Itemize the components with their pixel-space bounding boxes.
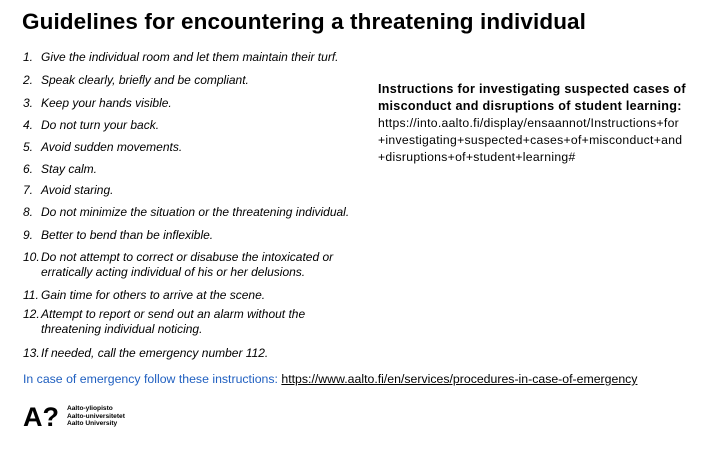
guideline-item-8: 8. Do not minimize the situation or the threatening individual. bbox=[23, 205, 350, 219]
guideline-item-11: 11. Gain time for others to arrive at the scene. bbox=[23, 288, 266, 302]
logo-text bbox=[67, 405, 125, 428]
emergency-notice bbox=[23, 372, 637, 386]
emergency-link[interactable]: https://www.aalto.fi/en/services/procedures-in-case-of-emergency bbox=[281, 372, 638, 386]
guideline-item-4: 4. Do not turn your back. bbox=[23, 118, 160, 132]
logo-line-en: Aalto University bbox=[67, 420, 118, 427]
guideline-item-6: 6. Stay calm. bbox=[23, 162, 98, 176]
guideline-item-10: 10.Do not attempt to correct or disabuse the intoxicated or erratically acting individual of his or her delusions. bbox=[23, 250, 334, 279]
guideline-item-13: 13.If needed, call the emergency number 112. bbox=[23, 346, 269, 360]
guideline-item-1: 1. Give the individual room and let them maintain their turf. bbox=[23, 50, 339, 64]
side-note-heading-line-1: Instructions for investigating suspected cases of bbox=[378, 82, 686, 96]
side-note bbox=[378, 81, 708, 166]
side-note-url-line-2[interactable]: +investigating+suspected+cases+of+misconduct+and bbox=[378, 133, 683, 147]
emergency-lead-text: In case of emergency follow these instructions: bbox=[23, 372, 282, 386]
logo-mark: A? bbox=[23, 403, 59, 429]
logo-line-fi: Aalto-yliopisto bbox=[67, 405, 113, 412]
logo-line-sv: Aalto-universitetet bbox=[67, 412, 125, 420]
aalto-logo bbox=[23, 403, 63, 434]
side-note-url-line-1[interactable]: https://into.aalto.fi/display/ensaannot/Instructions+for bbox=[378, 116, 680, 130]
guideline-item-7: 7. Avoid staring. bbox=[23, 183, 114, 197]
side-note-url-line-3[interactable]: +disruptions+of+student+learning# bbox=[378, 150, 576, 164]
guideline-item-3: 3. Keep your hands visible. bbox=[23, 96, 172, 110]
guideline-item-2: 2. Speak clearly, briefly and be compliant. bbox=[23, 73, 249, 87]
guideline-item-5: 5. Avoid sudden movements. bbox=[23, 140, 183, 154]
page-title: Guidelines for encountering a threatening individual bbox=[22, 9, 587, 34]
side-note-heading-line-2: misconduct and disruptions of student learning: bbox=[378, 99, 682, 113]
guideline-item-12: 12.Attempt to report or send out an alarm without the threatening individual noticing. bbox=[23, 307, 306, 336]
guideline-item-9: 9. Better to bend than be inflexible. bbox=[23, 228, 214, 242]
